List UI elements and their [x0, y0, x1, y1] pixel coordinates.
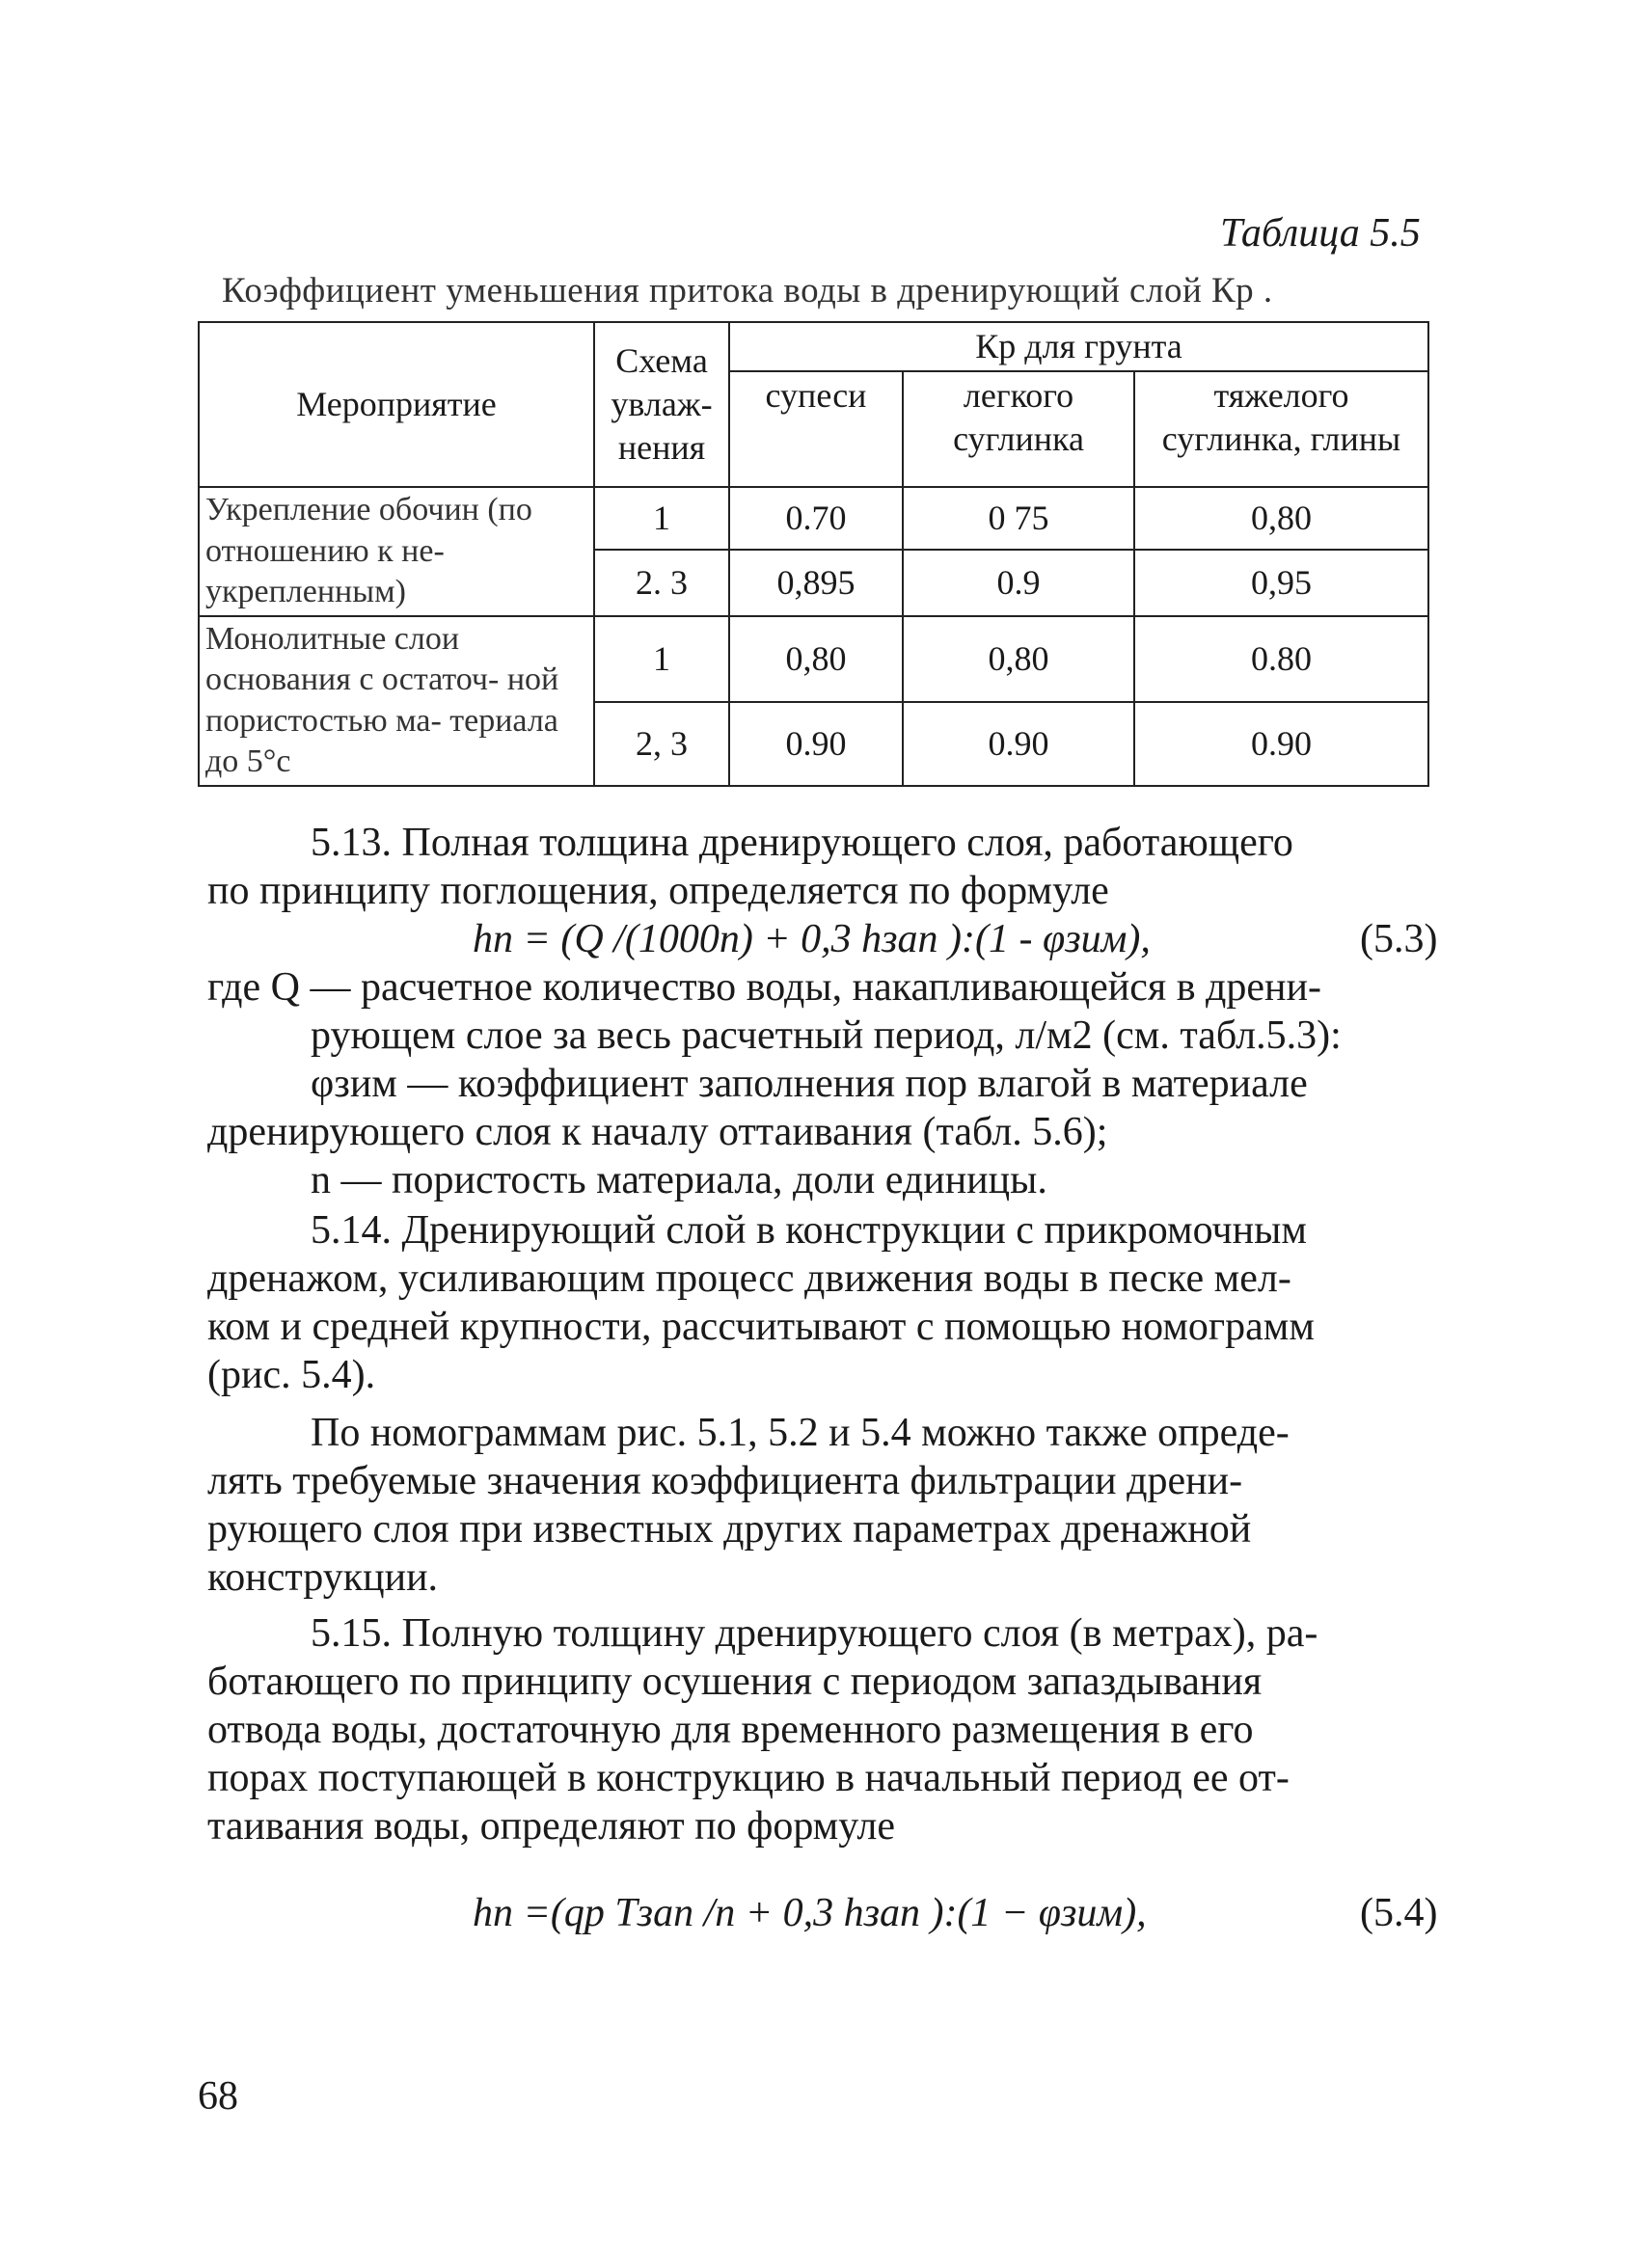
row-light-loam: 0.90	[903, 702, 1134, 786]
header-measure: Мероприятие	[199, 322, 594, 487]
row-scheme: 2, 3	[594, 702, 729, 786]
n-line: n — пористость материала, доли единицы.	[311, 1158, 1047, 1202]
page-number: 68	[198, 2074, 238, 2119]
where-line-1: где Q — расчетное количество воды, накапливающейся в дрени-	[207, 965, 1321, 1010]
row-light-loam: 0 75	[903, 487, 1134, 550]
row-scheme: 1	[594, 487, 729, 550]
row-sandy-loam: 0.90	[729, 702, 903, 786]
p513-line-1: 5.13. Полная толщина дренирующего слоя, работающего	[311, 821, 1293, 865]
pnom-line-4: конструкции.	[207, 1555, 439, 1600]
equation-number-5-4: (5.4)	[1360, 1891, 1438, 1935]
equation-number-5-3: (5.3)	[1360, 917, 1438, 961]
header-scheme: Схема увлаж- нения	[594, 322, 729, 487]
row-light-loam: 0.9	[903, 550, 1134, 616]
p515-line-4: порах поступающей в конструкцию в начальный период ее от-	[207, 1756, 1290, 1800]
row-sandy-loam: 0.70	[729, 487, 903, 550]
formula-5-3: hп = (Q /(1000n) + 0,3 hзап ):(1 - φзим),	[473, 917, 1151, 961]
p514-line-4: (рис. 5.4).	[207, 1353, 376, 1397]
row-heavy-loam: 0.90	[1134, 702, 1428, 786]
phi-line-2: дренирующего слоя к началу оттаивания (табл. 5.6);	[207, 1110, 1108, 1154]
p515-line-5: таивания воды, определяют по формуле	[207, 1804, 896, 1849]
header-sandy-loam: супеси	[729, 371, 903, 487]
header-light-loam: легкого суглинка	[903, 371, 1134, 487]
table-caption: Коэффициент уменьшения притока воды в дренирующий слой Кр .	[222, 271, 1273, 310]
p514-line-1: 5.14. Дренирующий слой в конструкции с прикромочным	[311, 1208, 1307, 1253]
kp-table	[198, 321, 1429, 787]
row-measure: Монолитные слои основания с остаточ- ной пористостью ма- териала до 5°с	[199, 616, 594, 786]
row-scheme: 2. 3	[594, 550, 729, 616]
p515-line-1: 5.15. Полную толщину дренирующего слоя (в метрах), ра-	[311, 1611, 1318, 1656]
row-heavy-loam: 0.80	[1134, 616, 1428, 702]
row-measure: Укрепление обочин (по отношению к не- укрепленным)	[199, 487, 594, 616]
p514-line-2: дренажом, усиливающим процесс движения воды в песке мел-	[207, 1256, 1291, 1301]
row-heavy-loam: 0,80	[1134, 487, 1428, 550]
row-light-loam: 0,80	[903, 616, 1134, 702]
where-line-2: рующем слое за весь расчетный период, л/м2 (см. табл.5.3):	[311, 1013, 1342, 1058]
table-label: Таблица 5.5	[1220, 211, 1421, 256]
p515-line-3: отвода воды, достаточную для временного размещения в его	[207, 1708, 1254, 1752]
phi-line-1: φзим — коэффициент заполнения пор влагой в материале	[311, 1062, 1308, 1106]
pnom-line-3: рующего слоя при известных других параметрах дренажной	[207, 1507, 1252, 1552]
pnom-line-2: лять требуемые значения коэффициента фильтрации дрени-	[207, 1459, 1243, 1503]
row-sandy-loam: 0,895	[729, 550, 903, 616]
p514-line-3: ком и средней крупности, рассчитывают с помощью номограмм	[207, 1305, 1315, 1349]
formula-5-4: hп =(qp Tзап /n + 0,3 hзап ):(1 − φзим),	[473, 1891, 1147, 1935]
p515-line-2: ботающего по принципу осушения с периодом запаздывания	[207, 1660, 1263, 1704]
row-sandy-loam: 0,80	[729, 616, 903, 702]
row-scheme: 1	[594, 616, 729, 702]
table-row	[199, 487, 1428, 550]
header-heavy-loam: тяжелого суглинка, глины	[1134, 371, 1428, 487]
table-row	[199, 616, 1428, 702]
table-header-row	[199, 322, 1428, 371]
row-heavy-loam: 0,95	[1134, 550, 1428, 616]
header-kp-group: Кр для грунта	[729, 322, 1428, 371]
pnom-line-1: По номограммам рис. 5.1, 5.2 и 5.4 можно также опреде-	[311, 1411, 1290, 1455]
p513-line-2: по принципу поглощения, определяется по формуле	[207, 869, 1109, 913]
